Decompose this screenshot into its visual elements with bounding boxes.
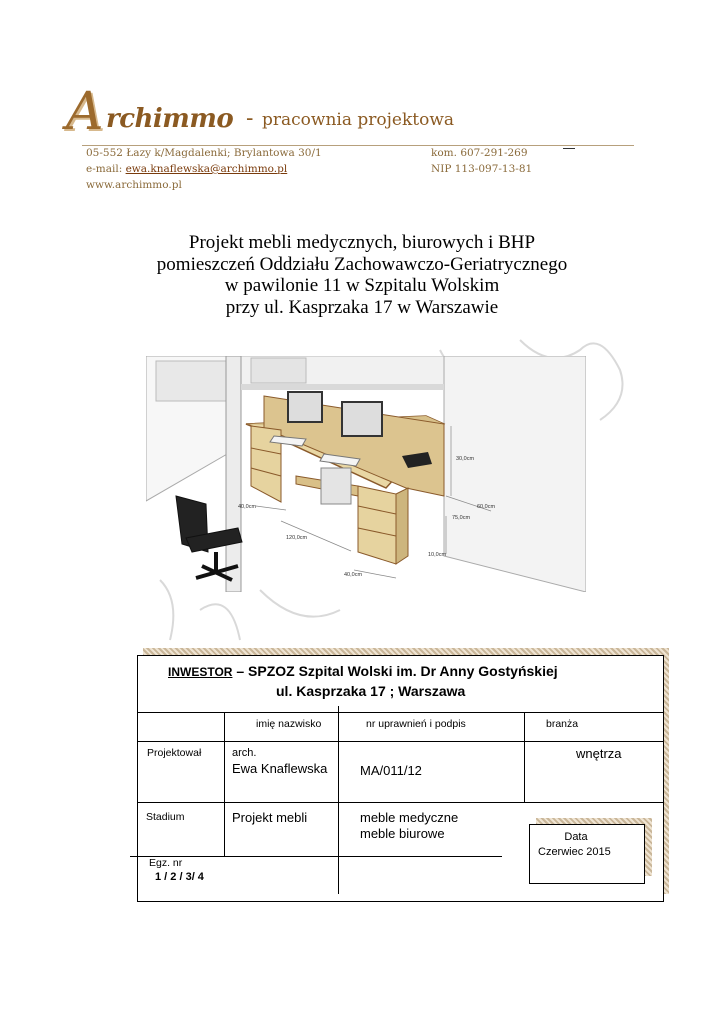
table-divider	[338, 706, 339, 894]
dim-label: 75,0cm	[452, 515, 471, 521]
header-dash-mark	[563, 148, 575, 149]
col-header-name: imię nazwisko	[256, 718, 322, 730]
col-header-permissions: nr uprawnień i podpis	[366, 718, 466, 730]
logo-wordmark: rchimmo	[106, 104, 234, 134]
header-divider	[82, 145, 634, 146]
designer-name: Ewa Knaflewska	[232, 761, 328, 776]
designer-number: MA/011/12	[360, 763, 422, 778]
table-divider	[137, 741, 663, 742]
email-line	[86, 163, 287, 175]
table-divider	[137, 712, 663, 713]
investor-name: SPZOZ Szpital Wolski im. Dr Anny Gostyńskiej	[248, 663, 558, 679]
email-link[interactable]: ewa.knaflewska@archimmo.pl	[125, 163, 288, 175]
website[interactable]: www.archimmo.pl	[86, 179, 182, 191]
investor-line	[168, 663, 558, 679]
address: 05-552 Łazy k/Magdalenki; Brylantowa 30/1	[86, 147, 322, 159]
email-label: e-mail:	[86, 163, 123, 175]
date-value: Czerwiec 2015	[538, 846, 611, 858]
scope-line-1: meble medyczne	[360, 810, 459, 825]
investor-dash: –	[232, 663, 249, 679]
phone: kom. 607-291-269	[431, 147, 528, 159]
title-line-2: pomieszczeń Oddziału Zachowawczo-Geriatrycznego	[156, 253, 568, 275]
table-divider	[137, 802, 663, 803]
branch-value: wnętrza	[576, 746, 622, 761]
copy-label: Egz. nr	[149, 857, 183, 869]
dim-label: 120,0cm	[286, 535, 308, 541]
designed-label: Projektował	[147, 747, 202, 759]
dim-label: 40,0cm	[238, 504, 257, 510]
investor-label: INWESTOR	[168, 665, 233, 679]
title-line-3: w pawilonie 11 w Szpitalu Wolskim	[224, 275, 500, 296]
desk-3d-drawing	[146, 356, 586, 592]
investor-address: ul. Kasprzaka 17 ; Warszawa	[276, 683, 466, 699]
title-line-4: przy ul. Kasprzaka 17 w Warszawie	[225, 296, 499, 318]
logo-letter: A	[66, 82, 104, 142]
dim-label: 10,0cm	[428, 552, 447, 558]
nip: NIP 113-097-13-81	[431, 163, 533, 175]
date-label: Data	[564, 831, 588, 843]
copy-value: 1 / 2 / 3/ 4	[155, 871, 204, 883]
dim-label: 40,0cm	[344, 572, 363, 578]
project-title	[62, 232, 662, 318]
logo-dash: -	[246, 106, 254, 131]
table-divider	[224, 712, 225, 856]
col-header-branch: branża	[546, 718, 579, 730]
stage-value: Projekt mebli	[232, 810, 308, 825]
table-divider	[130, 856, 502, 857]
designer-title: arch.	[232, 747, 257, 759]
dim-label: 30,0cm	[456, 456, 475, 462]
table-divider	[524, 712, 525, 802]
scope-line-2: meble biurowe	[360, 826, 445, 841]
dim-label: 60,0cm	[477, 504, 496, 510]
title-line-1: Projekt mebli medycznych, biurowych i BHP	[188, 232, 536, 253]
logo-tagline: pracownia projektowa	[262, 110, 455, 130]
stage-label: Stadium	[146, 811, 185, 823]
